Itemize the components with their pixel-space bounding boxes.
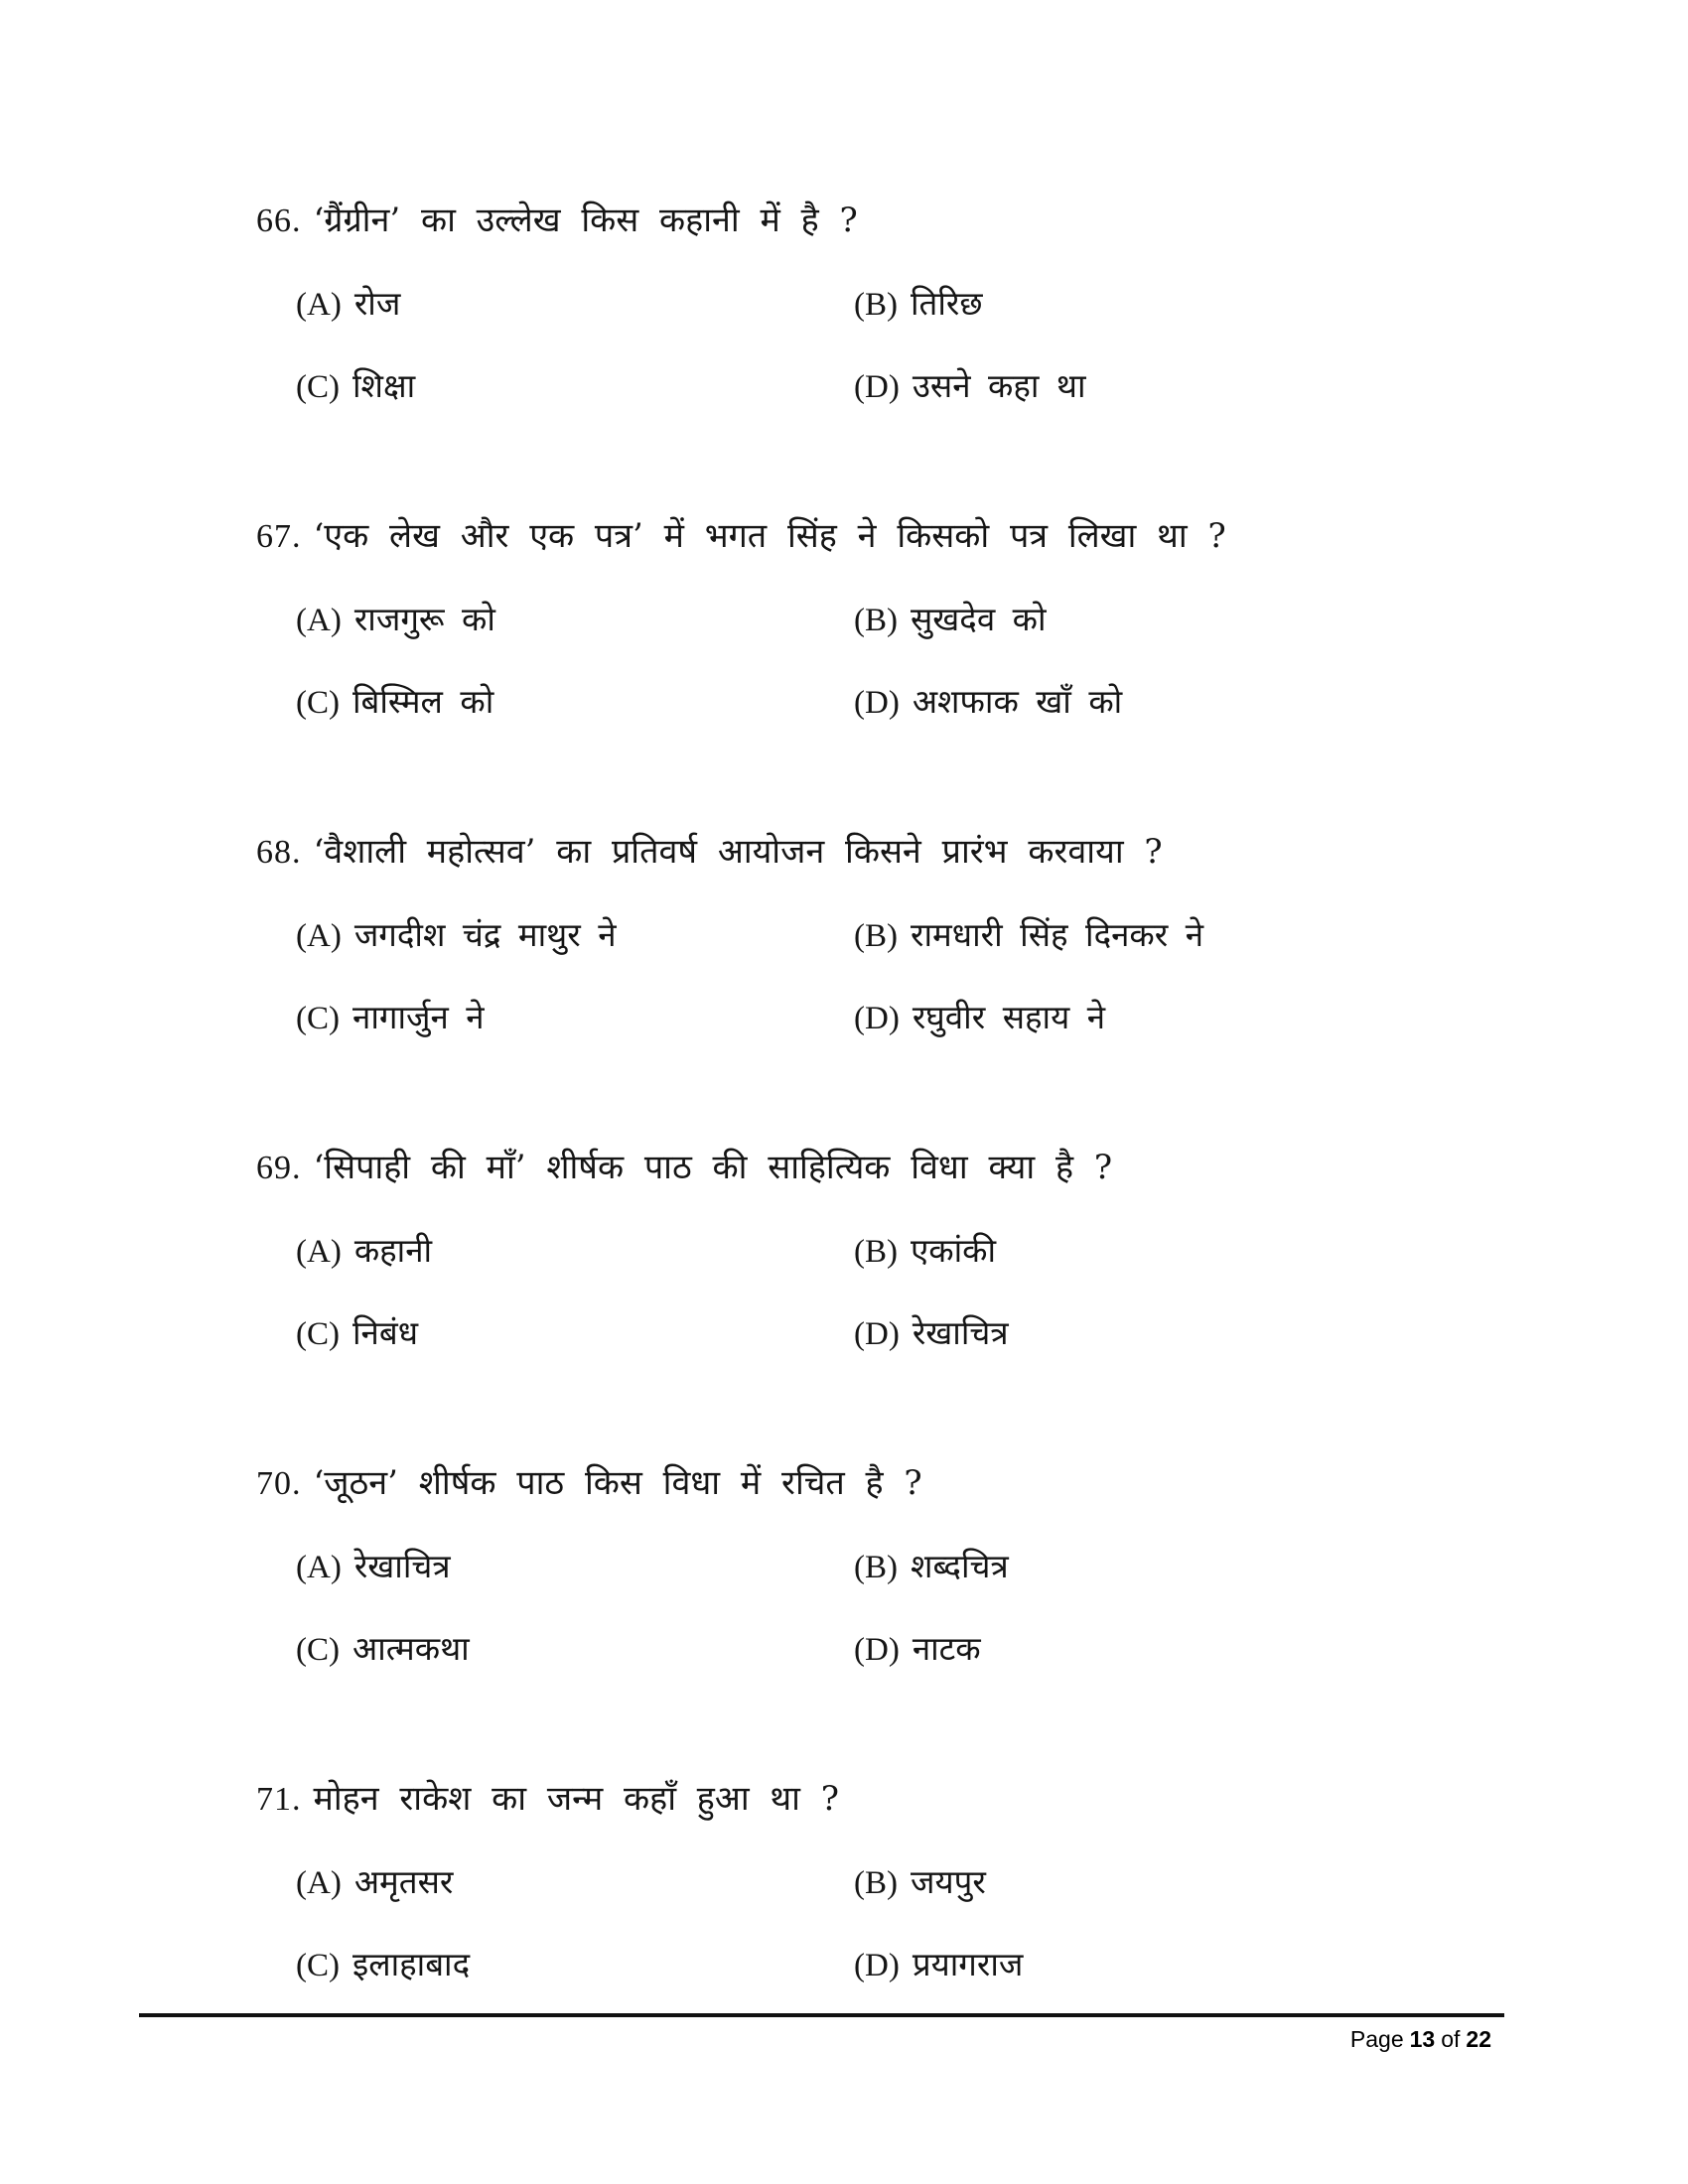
option-label: (D) bbox=[854, 685, 900, 721]
option-label: (C) bbox=[296, 1632, 340, 1668]
question-line bbox=[256, 512, 1549, 561]
options-row bbox=[256, 597, 1549, 643]
option-b bbox=[854, 597, 1047, 643]
option-text: नागार्जुन ने bbox=[352, 998, 485, 1036]
option-b bbox=[854, 1228, 996, 1275]
question-number: 66. bbox=[256, 203, 302, 239]
question-line bbox=[256, 1459, 1549, 1508]
option-label: (A) bbox=[296, 1865, 342, 1901]
option-a bbox=[296, 1228, 854, 1275]
option-label: (A) bbox=[296, 1234, 342, 1270]
option-d bbox=[854, 1626, 981, 1673]
option-label: (D) bbox=[854, 1948, 900, 1983]
options-row bbox=[256, 1942, 1549, 1988]
footer-of-label: of bbox=[1441, 2026, 1461, 2052]
question-line bbox=[256, 1775, 1549, 1824]
option-a bbox=[296, 912, 854, 959]
option-d bbox=[854, 1942, 1023, 1988]
options-row bbox=[256, 995, 1549, 1041]
option-label: (B) bbox=[854, 287, 898, 323]
option-label: (A) bbox=[296, 1550, 342, 1585]
option-d bbox=[854, 679, 1122, 726]
option-text: नाटक bbox=[912, 1629, 981, 1668]
options-row bbox=[256, 1859, 1549, 1906]
options-row bbox=[256, 363, 1549, 410]
options-row bbox=[256, 1544, 1549, 1590]
option-a bbox=[296, 1544, 854, 1590]
option-text: शब्दचित्र bbox=[911, 1547, 1009, 1585]
page-footer bbox=[1350, 2026, 1491, 2053]
question-text: ‘जूठन’ शीर्षक पाठ किस विधा में रचित है ? bbox=[313, 1463, 922, 1503]
question-line bbox=[256, 828, 1549, 877]
options-row bbox=[256, 1228, 1549, 1275]
option-b bbox=[854, 912, 1203, 959]
option-c bbox=[296, 679, 854, 726]
option-a bbox=[296, 281, 854, 328]
option-c bbox=[296, 1626, 854, 1673]
options-row bbox=[256, 912, 1549, 959]
option-label: (C) bbox=[296, 1316, 340, 1352]
option-c bbox=[296, 363, 854, 410]
questions-section bbox=[256, 197, 1549, 2091]
option-label: (D) bbox=[854, 1632, 900, 1668]
option-d bbox=[854, 363, 1086, 410]
option-label: (D) bbox=[854, 1316, 900, 1352]
options-row bbox=[256, 1310, 1549, 1357]
option-b bbox=[854, 1859, 986, 1906]
option-label: (A) bbox=[296, 603, 342, 638]
option-label: (B) bbox=[854, 918, 898, 954]
question-text: ‘वैशाली महोत्सव’ का प्रतिवर्ष आयोजन किसने प्रारंभ करवाया ? bbox=[313, 832, 1163, 872]
option-text: तिरिछ bbox=[911, 284, 983, 323]
option-label: (D) bbox=[854, 1001, 900, 1036]
option-label: (B) bbox=[854, 603, 898, 638]
option-text: एकांकी bbox=[911, 1231, 997, 1270]
option-label: (B) bbox=[854, 1550, 898, 1585]
question-66 bbox=[256, 197, 1549, 410]
question-text: ‘ग्रैंग्रीन’ का उल्लेख किस कहानी में है ? bbox=[313, 201, 858, 240]
question-68 bbox=[256, 828, 1549, 1041]
option-label: (C) bbox=[296, 369, 340, 405]
option-text: शिक्षा bbox=[352, 366, 416, 405]
footer-page-label: Page bbox=[1349, 2026, 1404, 2052]
question-number: 70. bbox=[256, 1465, 302, 1502]
option-label: (A) bbox=[296, 918, 342, 954]
option-label: (C) bbox=[296, 1001, 340, 1036]
option-b bbox=[854, 281, 983, 328]
option-label: (D) bbox=[854, 369, 900, 405]
option-text: राजगुरू को bbox=[353, 600, 495, 638]
option-text: निबंध bbox=[352, 1313, 418, 1352]
option-d bbox=[854, 1310, 1009, 1357]
question-71 bbox=[256, 1775, 1549, 1988]
options-row bbox=[256, 679, 1549, 726]
option-b bbox=[854, 1544, 1009, 1590]
options-row bbox=[256, 281, 1549, 328]
option-text: कहानी bbox=[353, 1231, 433, 1270]
option-d bbox=[854, 995, 1105, 1041]
option-text: आत्मकथा bbox=[352, 1629, 470, 1668]
option-text: रेखाचित्र bbox=[912, 1313, 1009, 1352]
option-text: बिस्मिल को bbox=[352, 682, 494, 721]
question-line bbox=[256, 1144, 1549, 1192]
option-label: (C) bbox=[296, 1948, 340, 1983]
option-text: जयपुर bbox=[911, 1862, 986, 1901]
option-text: जगदीश चंद्र माथुर ने bbox=[353, 915, 617, 954]
option-text: सुखदेव को bbox=[911, 600, 1047, 638]
question-67 bbox=[256, 512, 1549, 726]
question-text: ‘एक लेख और एक पत्र’ में भगत सिंह ने किसको पत्र लिखा था ? bbox=[313, 516, 1226, 556]
option-a bbox=[296, 1859, 854, 1906]
option-label: (C) bbox=[296, 685, 340, 721]
question-text: मोहन राकेश का जन्म कहाँ हुआ था ? bbox=[313, 1779, 839, 1819]
option-label: (A) bbox=[296, 287, 342, 323]
question-line bbox=[256, 197, 1549, 245]
option-text: रेखाचित्र bbox=[353, 1547, 451, 1585]
option-text: रोज bbox=[353, 284, 401, 323]
option-text: अशफाक खाँ को bbox=[912, 682, 1123, 721]
option-a bbox=[296, 597, 854, 643]
option-text: इलाहाबाद bbox=[352, 1945, 471, 1983]
footer-total-pages: 22 bbox=[1466, 2026, 1491, 2052]
question-number: 68. bbox=[256, 834, 302, 871]
option-label: (B) bbox=[854, 1865, 898, 1901]
footer-divider bbox=[139, 2013, 1504, 2017]
option-c bbox=[296, 1942, 854, 1988]
question-text: ‘सिपाही की माँ’ शीर्षक पाठ की साहित्यिक विधा क्या है ? bbox=[313, 1148, 1113, 1187]
option-c bbox=[296, 1310, 854, 1357]
question-number: 69. bbox=[256, 1150, 302, 1186]
question-number: 71. bbox=[256, 1781, 302, 1818]
question-number: 67. bbox=[256, 518, 302, 555]
option-c bbox=[296, 995, 854, 1041]
question-69 bbox=[256, 1144, 1549, 1357]
option-text: उसने कहा था bbox=[912, 366, 1086, 405]
option-text: अमृतसर bbox=[353, 1862, 454, 1901]
option-text: प्रयागराज bbox=[912, 1945, 1024, 1983]
option-text: रघुवीर सहाय ने bbox=[912, 998, 1106, 1036]
option-label: (B) bbox=[854, 1234, 898, 1270]
option-text: रामधारी सिंह दिनकर ने bbox=[911, 915, 1204, 954]
options-row bbox=[256, 1626, 1549, 1673]
question-70 bbox=[256, 1459, 1549, 1673]
footer-page-number: 13 bbox=[1409, 2026, 1436, 2052]
